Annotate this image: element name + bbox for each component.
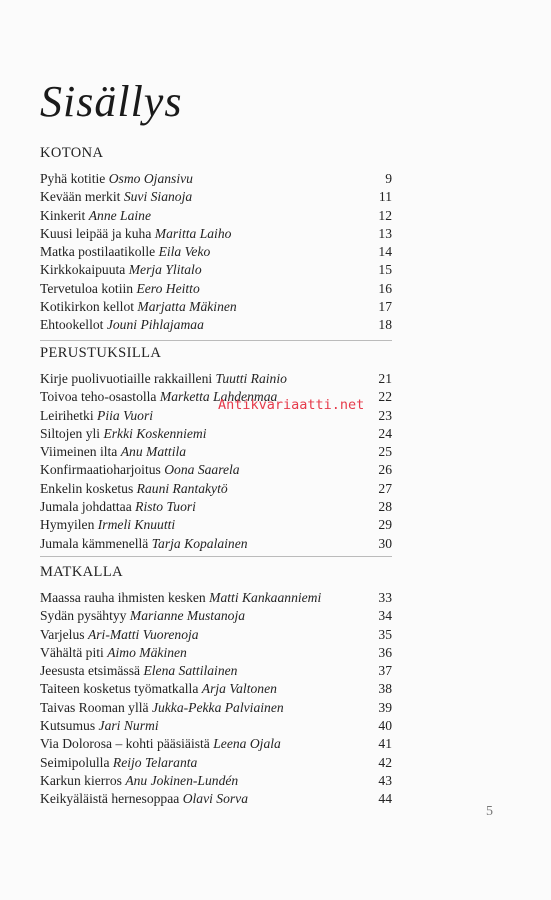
entry-title: Siltojen yli (40, 425, 101, 441)
toc-entry-text (40, 261, 202, 279)
entry-author: Irmeli Knuutti (97, 517, 176, 533)
entry-author: Elena Sattilainen (143, 663, 238, 679)
toc-entry-text (40, 316, 204, 334)
entry-author: Ari-Matti Vuorenoja (87, 626, 199, 642)
entry-author: Tarja Kopalainen (151, 535, 248, 551)
entry-title: Kirkkokaipuuta (40, 262, 126, 278)
entry-page-number: 38 (378, 681, 392, 697)
entry-page-number: 12 (378, 207, 392, 223)
entry-page-number: 11 (378, 189, 392, 205)
entry-author: Risto Tuori (135, 499, 196, 515)
toc-entry (40, 280, 392, 298)
toc-entry-text (40, 754, 197, 772)
toc-entry-text (40, 407, 153, 425)
entry-page-number: 25 (378, 444, 392, 460)
toc-entry (40, 589, 392, 607)
toc-entry (40, 699, 392, 717)
entry-title: Enkelin kosketus (40, 480, 134, 496)
toc-entry-text (40, 516, 175, 534)
toc-entry-text (40, 535, 248, 553)
entry-author: Suvi Sianoja (123, 189, 193, 205)
entry-title: Jumala johdattaa (40, 499, 132, 515)
toc-entry (40, 516, 392, 534)
entry-author: Rauni Rantakytö (136, 480, 228, 496)
toc-entry (40, 425, 392, 443)
toc-entry-text (40, 699, 284, 717)
toc-entry (40, 243, 392, 261)
entry-author: Tuutti Rainio (215, 371, 287, 386)
entry-title: Seimipolulla (40, 754, 110, 770)
toc-entry (40, 298, 392, 316)
entry-title: Jumala kämmenellä (40, 535, 149, 551)
toc-entry (40, 754, 392, 772)
entry-title: Karkun kierros (40, 772, 122, 788)
entry-title: Kevään merkit (40, 189, 121, 205)
toc-entry-text (40, 461, 240, 479)
toc-entry (40, 735, 392, 753)
entry-author: Osmo Ojansivu (108, 171, 193, 186)
toc-entry (40, 498, 392, 516)
toc-entry-text (40, 225, 231, 243)
entry-page-number: 17 (378, 299, 392, 315)
section-heading: MATKALLA (40, 564, 123, 580)
entry-page-number: 22 (378, 389, 392, 405)
toc-entry (40, 261, 392, 279)
section-divider (40, 340, 392, 341)
toc-entry-text (40, 735, 281, 753)
entry-author: Marjatta Mäkinen (137, 299, 237, 315)
toc-entry (40, 626, 392, 644)
entry-author: Jukka-Pekka Palviainen (151, 699, 284, 715)
toc-entry-text (40, 498, 196, 516)
entry-title: Hymyilen (40, 517, 95, 533)
entry-author: Aimo Mäkinen (107, 644, 187, 660)
toc-entry (40, 535, 392, 553)
entry-page-number: 28 (378, 499, 392, 515)
toc-entry-text (40, 480, 228, 498)
toc-entry (40, 188, 392, 206)
entry-page-number: 13 (378, 225, 392, 241)
toc-entry-text (40, 207, 151, 225)
entry-title: Sydän pysähtyy (40, 608, 127, 624)
entry-page-number: 33 (378, 590, 392, 605)
entry-page-number: 16 (378, 280, 392, 296)
toc-entry-text (40, 662, 237, 680)
entry-page-number: 24 (378, 425, 392, 441)
entry-author: Jari Nurmi (98, 718, 159, 734)
entry-author: Eero Heitto (136, 280, 200, 296)
section-divider (40, 556, 392, 557)
entry-author: Matti Kankaanniemi (209, 590, 322, 605)
toc-entry-text (40, 626, 199, 644)
entry-page-number: 39 (378, 699, 392, 715)
toc-entry (40, 662, 392, 680)
entry-title: Kotikirkon kellot (40, 299, 135, 315)
entry-page-number: 23 (378, 407, 392, 423)
page-number: 5 (486, 804, 493, 819)
entry-author: Anne Laine (88, 207, 152, 223)
entry-title: Vähältä piti (40, 644, 104, 660)
toc-entry-text (40, 170, 193, 188)
toc-entry-text (40, 717, 159, 735)
entry-title: Kinkerit (40, 207, 86, 223)
entry-title: Viimeinen ilta (40, 444, 118, 460)
toc-entry (40, 644, 392, 662)
entry-title: Taiteen kosketus työmatkalla (40, 681, 199, 697)
section-kotona (40, 144, 392, 335)
entry-author: Anu Jokinen-Lundén (125, 772, 239, 788)
entry-title: Via Dolorosa – kohti pääsiäistä (40, 736, 210, 752)
toc-entry-text (40, 188, 192, 206)
entry-title: Matka postilaatikolle (40, 244, 156, 260)
section-heading: PERUSTUKSILLA (40, 345, 162, 361)
toc-entry-text (40, 772, 238, 790)
toc-entry (40, 772, 392, 790)
entry-title: Maassa rauha ihmisten kesken (40, 590, 206, 605)
toc-entry-text (40, 607, 245, 625)
toc-entry-text (40, 443, 186, 461)
toc-entry (40, 170, 392, 188)
toc-entry-text (40, 644, 187, 662)
entry-page-number: 15 (378, 262, 392, 278)
toc-entry-text (40, 298, 237, 316)
toc-entry-text (40, 790, 248, 808)
toc-entry-text (40, 370, 287, 388)
toc-entry-text (40, 425, 207, 443)
entry-author: Jouni Pihlajamaa (106, 317, 204, 333)
entry-title: Kuusi leipää ja kuha (40, 225, 152, 241)
toc-entry (40, 461, 392, 479)
entry-author: Oona Saarela (164, 462, 240, 478)
entry-page-number: 34 (378, 608, 392, 624)
entry-page-number: 42 (378, 754, 392, 770)
entry-title: Pyhä kotitie (40, 171, 106, 186)
toc-entry (40, 480, 392, 498)
entry-title: Tervetuloa kotiin (40, 280, 134, 296)
toc-entry-text (40, 243, 210, 261)
toc-entry (40, 680, 392, 698)
entry-page-number: 26 (378, 462, 392, 478)
entry-page-number: 40 (378, 718, 392, 734)
entry-page-number: 27 (378, 480, 392, 496)
entry-page-number: 9 (385, 171, 392, 186)
entry-author: Piia Vuori (97, 407, 154, 423)
entry-page-number: 18 (378, 317, 392, 333)
page-title: Sisällys (40, 77, 183, 126)
toc-entry (40, 607, 392, 625)
toc-entry-text (40, 680, 277, 698)
entry-title: Leirihetki (40, 407, 94, 423)
toc-entry-text (40, 589, 321, 607)
entry-author: Marianne Mustanoja (129, 608, 246, 624)
entry-page-number: 37 (378, 663, 392, 679)
entry-author: Erkki Koskenniemi (103, 425, 207, 441)
toc-entry (40, 790, 392, 808)
section-heading: KOTONA (40, 145, 104, 161)
entry-title: Keikyäläistä hernesoppaa (40, 791, 180, 807)
entry-author: Leena Ojala (213, 736, 281, 752)
entry-author: Reijo Telaranta (112, 754, 198, 770)
entry-title: Taivas Rooman yllä (40, 699, 149, 715)
toc-entry (40, 207, 392, 225)
entry-page-number: 30 (378, 535, 392, 551)
entry-title: Toivoa teho-osastolla (40, 389, 157, 405)
toc-entry (40, 370, 392, 388)
toc-entry-text (40, 280, 200, 298)
entry-page-number: 43 (378, 772, 392, 788)
entry-author: Eila Veko (158, 244, 211, 260)
entry-title: Jeesusta etsimässä (40, 663, 141, 679)
entry-title: Ehtookellot (40, 317, 104, 333)
entry-page-number: 36 (378, 644, 392, 660)
entry-page-number: 41 (378, 736, 392, 752)
entry-author: Marketta Lahdenmaa (159, 389, 278, 405)
toc-entry (40, 717, 392, 735)
entry-title: Konfirmaatioharjoitus (40, 462, 161, 478)
entry-author: Olavi Sorva (182, 791, 249, 807)
entry-title: Kutsumus (40, 718, 96, 734)
section-perustuksilla (40, 344, 392, 553)
toc-entry (40, 225, 392, 243)
entry-title: Kirje puolivuotiaille rakkailleni (40, 371, 213, 386)
entry-page-number: 21 (378, 371, 392, 386)
section-matkalla (40, 563, 392, 809)
entry-page-number: 35 (378, 626, 392, 642)
entry-title: Varjelus (40, 626, 85, 642)
toc-entry (40, 316, 392, 334)
entry-author: Anu Mattila (120, 444, 187, 460)
toc-entry (40, 443, 392, 461)
entry-page-number: 14 (378, 244, 392, 260)
entry-page-number: 29 (378, 517, 392, 533)
entry-author: Merja Ylitalo (128, 262, 202, 278)
watermark-text: Antikvariaatti.net (218, 397, 365, 413)
entry-page-number: 44 (378, 791, 392, 807)
entry-author: Arja Valtonen (201, 681, 277, 697)
entry-author: Maritta Laiho (154, 225, 232, 241)
